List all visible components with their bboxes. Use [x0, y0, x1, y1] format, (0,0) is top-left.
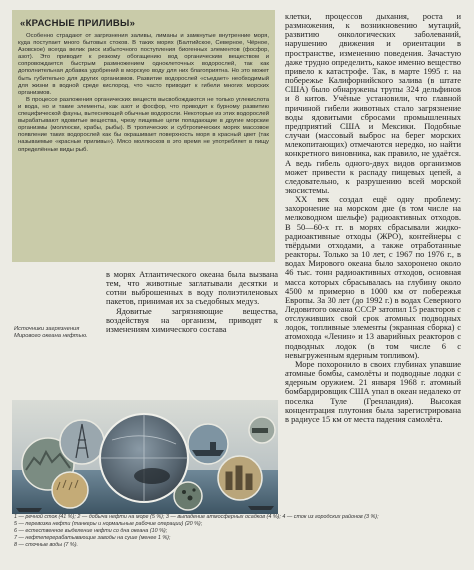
body-paragraph: клетки, процессов дыхания, роста и размножения, к возникновению мутаций, развитию онкологических заболеваний, нарушению движения и ориентации в пространстве, изменению поведения. Зачастую даже трудно определить, какое именно вещество привело к катастрофе. Так, в марте 1995 г. на побережье Калифорнийского залива (в штате США) было обнаружены трупы 324 дельфинов и 8 китов. Учёные установили, что главной причиной гибели животных стало загрязнение воды ядовитыми сбросами промышленных предприятий США и Мексики. Подобные случаи (массовый выброс на берег морских млекопитающих) отмечаются нередко, но найти конкретного виновника, как правило, не удаётся. А ведь гибель одного-двух видов организмов может привести к распаду пищевых цепей, а следовательно, к разрушению всей морской экосистемы.	[285, 12, 461, 195]
sidebar-title: «КРАСНЫЕ ПРИЛИВЫ»	[20, 18, 136, 29]
sidebar-paragraph: Особенно страдают от загрязнения заливы, лиманы и замкнутые внутренние моря, куда поступает много бытовых стоков. В таких морях (Балтийское, Северное, Чёрное, Азовское) всегда велик риск избыточного поступления биогенных элементов (фосфор, азот). Это приводит к резкому обогащению вод органическим веществом и сопровождается быстрым размножением одноклеточных водорослей, так как дополнительная добавка удобрений в морскую воду для них благоприятна. Но это может быть губительно для других организмов. Развитие водорослей «съедает» необходимый для жизни в водной среде кислород, что часто приводит к гибели многих морских организмов.	[18, 33, 269, 96]
right-text-column	[285, 12, 461, 565]
sidebar-paragraph: В процессе разложения органических веществ высвобождаются не только углекислота и вода, но и такие элементы, как азот и фосфор, что приводит к бурному развитию специфической фауны, вытесняющей обычные водоросли. Некоторые из этих водорослей вырабатывают ядовитые вещества, чрезу пищевые цепи попадающие в другие морские организмы (моллюски, крабы, рыбы). В тропических и субтропических морях массовое появление таких водорослей как бы окрашивает поверхность моря в красный цвет (так называемые «красные приливы»). Мясо моллюсков в это время не употребляет в пищу определённые виды рыб.	[18, 96, 269, 153]
legend-item: 5 — перевозка нефти (танкеры и нормальные рабочие операции) (20 %);	[14, 520, 203, 527]
legend-item: 8 — сточные воды (7 %).	[14, 541, 78, 548]
middle-text-column	[106, 270, 278, 400]
figure-caption: Источники загрязнения Мирового океана нефтью.	[14, 326, 88, 339]
legend-item: 1 — речной сток (41 %); 2 — добыча нефти на море (5 %); 3 — выпадение атмосферных осадков (4 %); 4 — сток из городских районов (3 %);	[14, 514, 379, 520]
legend-item: 6 — естественное выделение нефти со дна океана (10 %);	[14, 527, 168, 534]
oil-pollution-illustration	[12, 400, 278, 514]
body-paragraph: XX век создал ещё одну проблему: захоронение на морском дне (в том числе на мелководном шельфе) радиоактивных отходов. В 50—60-х гг. в морях сбрасывали жидко-радиоактивные отходы (ЖРО), контейнеры с твёрдыми отходами, а также отработанные реакторы. Только за 10 лет, с 1967 по 1976 г., в водах Мирового океана было захоронено около 46 тыс. тонн радиоактивных отходов, основная масса которых сбрасывалась на глубину около 4500 м примерно в 1000 км от побережья Европы. За 30 лет (до 1992 г.) в водах Северного Ледовитого океана СССР затопил 15 реакторов с отслуживших свой срок атомных подводных лодок, топливные элементы (экранная сборка) с атомохода «Ленин» и 13 аварийных реакторов с подводных лодок (в том числе 6 с невыгруженным ядерным топливом).	[285, 194, 461, 360]
body-paragraph: Ядовитые загрязняющие вещества, воздействуя на организм, приводят к изменениям химического состава	[106, 305, 278, 334]
body-paragraph: в морях Атлантического океана была вызвана тем, что животные заглатывали десятки и сотни выброшенных в воду полиэтиленовых пакетов, принимая их за съедобных медуз.	[106, 270, 278, 307]
illustration-image	[12, 400, 278, 514]
figure-legend	[14, 514, 379, 549]
sidebar-box-red-tides	[12, 10, 275, 262]
legend-item: 7 — нефтеперерабатывающие заводы на суше (менее 1 %);	[14, 534, 171, 541]
body-paragraph: Море похоронило в своих глубинах упавшие атомные бомбы, самолёты и подводные лодки с ядерным оружием. 21 января 1968 г. атомный бомбардировщик США упал в океан недалеко от поселка Туле (Гренландия). Высокая концентрация плутония была зарегистрирована в радиусе 15 км от места падения самолёта.	[285, 358, 461, 424]
